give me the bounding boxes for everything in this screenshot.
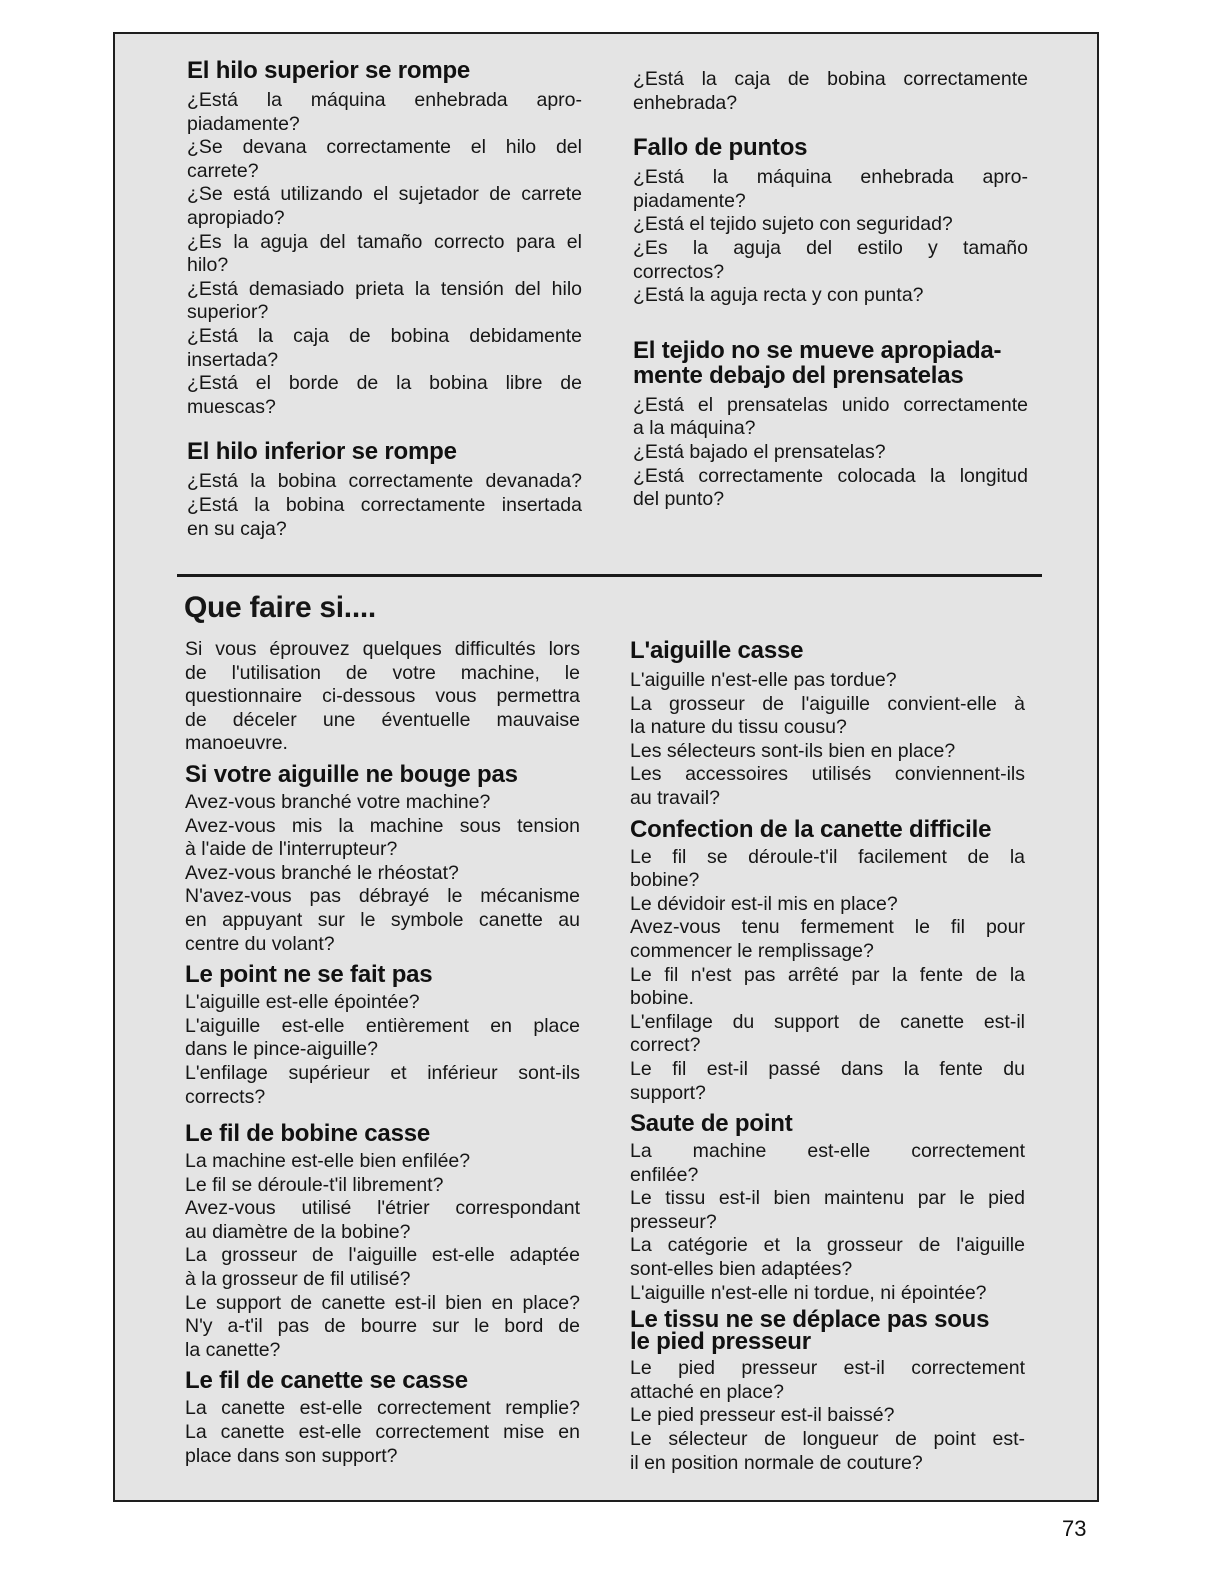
question-line: Les sélecteurs sont-ils bien en place?: [630, 739, 956, 762]
question-line: Le fil n'est pas arrêté par la fente de la: [630, 963, 1025, 986]
question-line: place dans son support?: [185, 1444, 398, 1467]
heading-line: Le tissu ne se déplace pas sous: [630, 1306, 990, 1334]
question-line: Le dévidoir est-il mis en place?: [630, 892, 898, 915]
question-line: Avez-vous utilisé l'étrier correspondant: [185, 1197, 580, 1220]
question-line: corrects?: [185, 1085, 266, 1108]
question-line: enfilée?: [630, 1163, 699, 1186]
question-line: sont-elles bien adaptées?: [630, 1258, 853, 1281]
question-line: N'avez-vous pas débrayé le mécanisme: [185, 885, 580, 908]
heading-needle-not-moving: Si votre aiguille ne bouge pas: [185, 760, 518, 788]
question-line: La machine est-elle correctement: [630, 1140, 1025, 1163]
heading-line: El tejido no se mueve apropiada-: [633, 336, 1002, 364]
question-line: ¿Es la aguja del estilo y tamaño: [633, 236, 1028, 259]
question-line: ¿Está bajado el prensatelas?: [633, 440, 886, 463]
upper-thread-questions: [187, 89, 582, 419]
heading-needle-breaks: L'aiguille casse: [630, 637, 804, 664]
intro-line: manoeuvre.: [185, 732, 288, 755]
french-left-column: [185, 638, 580, 1468]
heading-lower-thread-breaks: El hilo inferior se rompe: [187, 438, 457, 466]
question-line: ¿Está la bobina correctamente devanada?: [187, 470, 582, 493]
question-line: la nature du tissu cousu?: [630, 716, 847, 739]
heading-upper-thread-breaks: El hilo superior se rompe: [187, 57, 471, 84]
bobbin-thread-questions: [185, 1150, 580, 1362]
question-line: Le sélecteur de longueur de point est-: [630, 1428, 1025, 1451]
question-line: La machine est-elle bien enfilée?: [185, 1150, 471, 1173]
question-line: en su caja?: [187, 517, 287, 540]
question-line: attaché en place?: [630, 1380, 784, 1403]
question-line: L'aiguille est-elle entièrement en place: [185, 1014, 580, 1037]
question-line: ¿Está el borde de la bobina libre de: [187, 372, 582, 395]
heading-stitch-not-forming: Le point ne se fait pas: [185, 961, 433, 989]
question-line: ¿Está demasiado prieta la tensión del hilo: [187, 277, 582, 300]
question-line: Avez-vous branché le rhéostat?: [185, 861, 459, 884]
question-line: hilo?: [187, 254, 229, 277]
question-line: piadamente?: [187, 112, 300, 135]
spanish-left-column: [187, 58, 582, 541]
heading-fabric-not-moving-fr: [630, 1306, 1025, 1356]
question-line: Le tissu est-il bien maintenu par le pied: [630, 1187, 1025, 1210]
question-line: Le fil se déroule-t'il librement?: [185, 1173, 444, 1196]
question-line: ¿Está la aguja recta y con punta?: [633, 284, 924, 307]
question-line: La canette est-elle correctement mise en: [185, 1421, 580, 1444]
question-line: bobine.: [630, 987, 694, 1010]
needle-breaks-questions: [630, 669, 1025, 811]
question-line: à la grosseur de fil utilisé?: [185, 1268, 411, 1291]
bobbin-case-question: [633, 68, 1028, 115]
question-line: Le fil se déroule-t'il facilement de la: [630, 845, 1025, 868]
question-line: Les accessoires utilisés conviennent-ils: [630, 763, 1025, 786]
french-section-title: Que faire si....: [184, 591, 376, 624]
intro-line: de l'utilisation de votre machine, le: [185, 661, 580, 684]
fabric-not-moving-fr-questions: [630, 1357, 1025, 1475]
question-line: La catégorie et la grosseur de l'aiguille: [630, 1234, 1025, 1257]
question-line: del punto?: [633, 488, 725, 511]
heading-bobbin-winding-difficult: Confection de la canette difficile: [630, 815, 992, 843]
question-line: L'aiguille est-elle épointée?: [185, 991, 420, 1014]
lower-thread-questions: [187, 470, 582, 541]
question-line: commencer le remplissage?: [630, 939, 874, 962]
heading-bobbin-thread-snaps: Le fil de canette se casse: [185, 1367, 468, 1395]
heading-skipped-stitch: Saute de point: [630, 1110, 793, 1138]
question-line: N'y a-t'il pas de bourre sur le bord de: [185, 1315, 580, 1338]
question-line: Avez-vous branché votre machine?: [185, 790, 491, 813]
question-line: la canette?: [185, 1338, 281, 1361]
question-line: L'enfilage supérieur et inférieur sont-ils: [185, 1061, 580, 1084]
question-line: ¿Se está utilizando el sujetador de carrete: [187, 183, 582, 206]
question-line: L'enfilage du support de canette est-il: [630, 1010, 1025, 1033]
question-line: support?: [630, 1081, 706, 1104]
question-line: ¿Está el tejido sujeto con seguridad?: [633, 213, 953, 236]
question-line: ¿Está el prensatelas unido correctamente: [633, 393, 1028, 416]
question-line: apropiado?: [187, 206, 285, 229]
intro-line: questionnaire ci-dessous vous permettra: [185, 685, 580, 708]
french-right-column: [630, 638, 1025, 1475]
question-line: La canette est-elle correctement remplie?: [185, 1397, 580, 1420]
question-line: Avez-vous mis la machine sous tension: [185, 814, 580, 837]
question-line: La grosseur de l'aiguille convient-elle à: [630, 692, 1025, 715]
bobbin-snaps-questions: [185, 1397, 580, 1468]
question-line: insertada?: [187, 348, 279, 371]
skipped-stitch-questions: [630, 1140, 1025, 1305]
question-line: ¿Está la caja de bobina correctamente: [633, 68, 1028, 90]
heading-skipped-stitches: Fallo de puntos: [633, 134, 808, 162]
question-line: La grosseur de l'aiguille est-elle adaptée: [185, 1244, 580, 1267]
question-line: Avez-vous tenu fermement le fil pour: [630, 916, 1025, 939]
heading-line: le pied presseur: [630, 1328, 811, 1356]
question-line: L'aiguille n'est-elle ni tordue, ni épointée?: [630, 1281, 987, 1304]
question-line: en appuyant sur le symbole canette au: [185, 908, 580, 931]
question-line: correctos?: [633, 260, 725, 283]
question-line: presseur?: [630, 1210, 717, 1233]
fabric-not-moving-questions: [633, 394, 1028, 512]
question-line: au diamètre de la bobine?: [185, 1220, 411, 1243]
question-line: il en position normale de couture?: [630, 1451, 923, 1474]
spanish-right-column: [633, 68, 1028, 512]
question-line: a la máquina?: [633, 417, 756, 440]
question-line: Le fil est-il passé dans la fente du: [630, 1057, 1025, 1080]
question-line: piadamente?: [633, 189, 746, 212]
question-line: dans le pince-aiguille?: [185, 1038, 378, 1061]
question-line: à l'aide de l'interrupteur?: [185, 838, 398, 861]
heading-bobbin-thread-breaks: Le fil de bobine casse: [185, 1120, 431, 1148]
heading-line: mente debajo del prensatelas: [633, 361, 964, 389]
french-intro: [185, 638, 580, 756]
skipped-stitches-questions: [633, 166, 1028, 308]
question-line: centre du volant?: [185, 932, 335, 955]
question-line: ¿Está la máquina enhebrada apro-: [187, 89, 582, 111]
intro-line: de déceler une éventuelle mauvaise: [185, 708, 580, 731]
needle-not-moving-questions: [185, 791, 580, 956]
question-line: ¿Está correctamente colocada la longitud: [633, 464, 1028, 487]
question-line: enhebrada?: [633, 91, 738, 114]
bobbin-winding-questions: [630, 846, 1025, 1106]
question-line: ¿Está la máquina enhebrada apro-: [633, 166, 1028, 189]
stitch-not-forming-questions: [185, 991, 580, 1109]
question-line: ¿Está la caja de bobina debidamente: [187, 324, 582, 347]
question-line: L'aiguille n'est-elle pas tordue?: [630, 669, 897, 691]
question-line: ¿Se devana correctamente el hilo del: [187, 136, 582, 159]
intro-line: Si vous éprouvez quelques difficultés lors: [185, 638, 580, 660]
question-line: Le pied presseur est-il baissé?: [630, 1404, 895, 1427]
question-line: Le pied presseur est-il correctement: [630, 1357, 1025, 1380]
section-divider: [177, 574, 1042, 577]
page-number: 73: [1062, 1516, 1087, 1541]
question-line: Le support de canette est-il bien en place?: [185, 1291, 580, 1314]
question-line: ¿Está la bobina correctamente insertada: [187, 493, 582, 516]
question-line: bobine?: [630, 869, 700, 892]
question-line: superior?: [187, 301, 269, 324]
question-line: au travail?: [630, 786, 720, 809]
heading-fabric-not-moving: [633, 338, 1028, 388]
question-line: carrete?: [187, 159, 259, 182]
question-line: ¿Es la aguja del tamaño correcto para el: [187, 230, 582, 253]
question-line: correct?: [630, 1034, 701, 1057]
question-line: muescas?: [187, 395, 276, 418]
